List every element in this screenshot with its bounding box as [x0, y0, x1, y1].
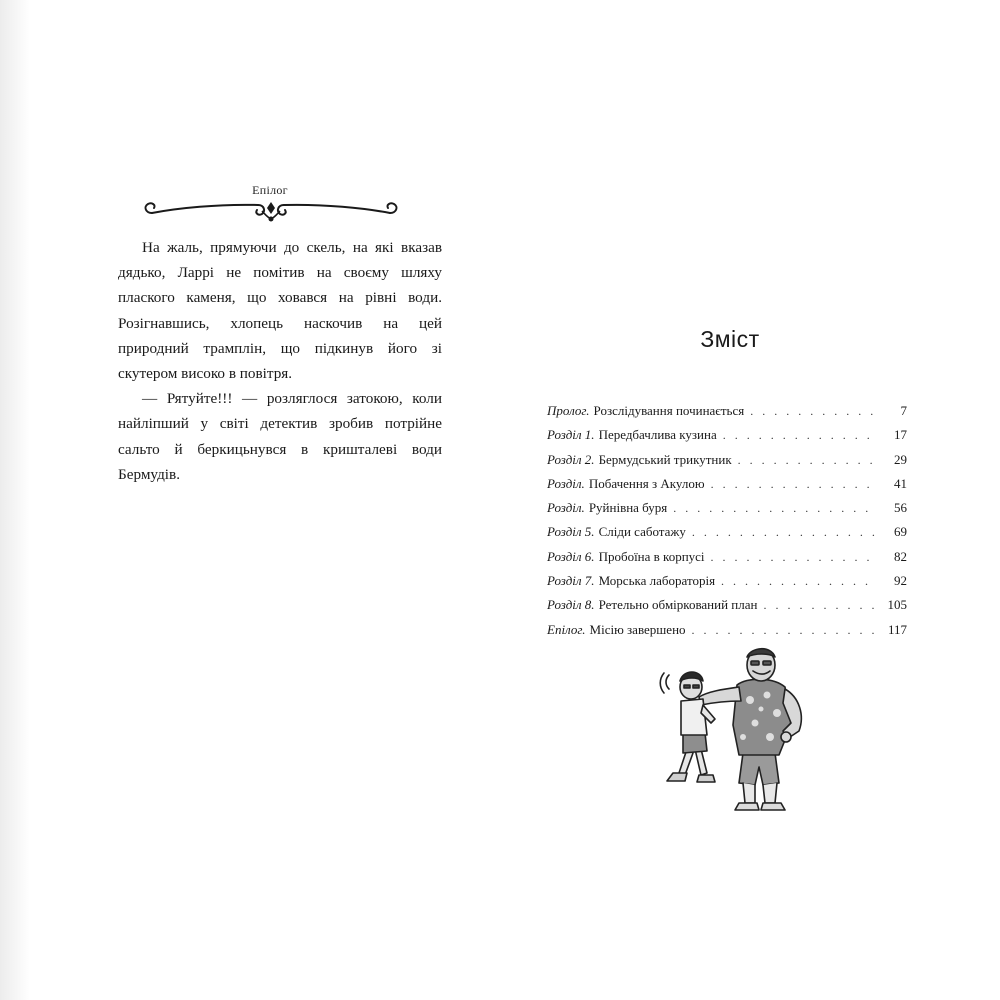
toc-entry-title: Руйнівна буря	[588, 500, 668, 516]
toc-entry-prefix: Розділ 7.	[547, 573, 595, 589]
toc-leader-dots	[673, 501, 877, 516]
toc-leader-dots	[750, 404, 877, 419]
toc-leader-dots	[723, 428, 877, 443]
toc-entry	[547, 597, 907, 621]
toc-entry	[547, 427, 907, 451]
toc-leader-dots	[692, 525, 877, 540]
toc-leader-dots	[721, 574, 877, 589]
toc-entry-prefix: Пролог.	[547, 403, 590, 418]
toc-entry-page: 69	[894, 524, 907, 540]
toc-entry-prefix: Розділ 8.	[547, 597, 595, 613]
toc-entry-prefix: Розділ 6.	[547, 548, 595, 564]
toc-entry-title: Пробоїна в корпусі	[598, 548, 705, 564]
toc-entry	[547, 500, 907, 524]
page-edge-shadow	[0, 0, 30, 1000]
toc-entry-prefix: Розділ.	[547, 500, 585, 516]
toc-entry-page: 82	[894, 548, 907, 564]
toc-entry-page: 7	[900, 403, 907, 418]
toc-entry	[547, 452, 907, 476]
toc-entry	[547, 524, 907, 548]
toc-entry-prefix: Розділ 1.	[547, 427, 595, 443]
toc-leader-dots	[763, 598, 877, 613]
toc-entry-page: 92	[894, 573, 907, 589]
toc-entry-title: Бермудський трикутник	[598, 451, 732, 467]
paragraph: На жаль, прямуючи до скель, на які вказав дядько, Ларрі не помітив на своєму шляху плаского каменя, що ховався на рівні води. Розігнавшись, хлопець наскочив на цей природний трамплін, що підкинув його зі скутером високо в повітря.	[118, 239, 442, 383]
toc-leader-dots	[692, 623, 877, 638]
toc-leader-dots	[711, 477, 877, 492]
table-of-contents	[547, 403, 907, 646]
toc-heading: Зміст	[700, 326, 760, 352]
toc-entry-title: Ретельно обміркований план	[598, 597, 758, 613]
toc-entry	[547, 403, 907, 427]
cartoon-boy-and-uncle-illustration-icon	[655, 645, 830, 815]
toc-entry-page: 41	[894, 475, 907, 491]
toc-entry-prefix: Розділ 2.	[547, 451, 595, 467]
toc-entry	[547, 549, 907, 573]
toc-entry	[547, 476, 907, 500]
toc-entry-prefix: Розділ.	[547, 475, 585, 491]
toc-entry-page: 117	[887, 621, 907, 637]
toc-entry-title: Сліди саботажу	[598, 524, 686, 540]
toc-leader-dots	[738, 453, 877, 468]
toc-entry-page: 29	[894, 451, 907, 467]
ornament-divider-icon	[138, 198, 404, 224]
toc-entry-prefix: Епілог.	[547, 621, 586, 637]
toc-entry-prefix: Розділ 5.	[547, 524, 595, 540]
toc-entry-title: Розслідування починається	[593, 403, 745, 418]
running-head: Eпілог	[252, 183, 288, 197]
toc-entry-title: Передбачлива кузина	[598, 427, 717, 443]
toc-entry-page: 105	[887, 597, 907, 613]
toc-entry	[547, 622, 907, 646]
body-text	[118, 235, 442, 487]
paragraph: — Рятуйте!!! — розляглося затокою, коли найліпший у світі детектив зробив потрійне сальто й беркицьнувся в кришталеві води Бермудів.	[118, 390, 442, 483]
toc-leader-dots	[711, 550, 877, 565]
toc-entry-page: 56	[894, 500, 907, 516]
toc-entry-title: Місію завершено	[589, 621, 686, 637]
toc-entry-title: Побачення з Акулою	[588, 475, 705, 491]
toc-entry	[547, 573, 907, 597]
toc-entry-page: 17	[894, 427, 907, 443]
toc-entry-title: Морська лабораторія	[598, 573, 716, 589]
